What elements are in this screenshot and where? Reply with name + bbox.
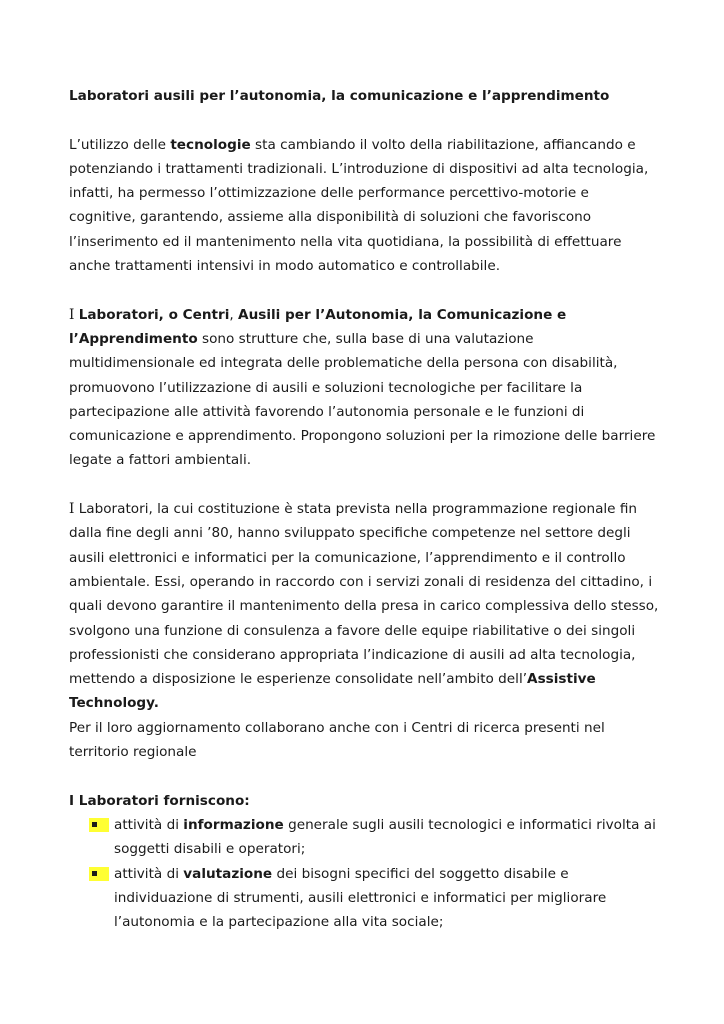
document-title: Laboratori ausili per l’autonomia, la comunicazione e l’apprendimento <box>69 88 610 104</box>
list-item <box>69 813 659 862</box>
bold-term: informazione <box>183 816 284 833</box>
separator-text: , <box>229 306 239 323</box>
paragraph-text: Laboratori, la cui costituzione è stata prevista nella programmazione regionale fin dalla fine degli anni ’80, hanno sviluppato specifiche competenze nel settore degli ausili elettronici e informatici per la comunicazione, l’apprendimento e il controllo ambientale. Essi, operando in raccordo con i servizi zonali di residenza del cittadino, i quali devono garantire il mantenimento della presa in carico complessiva dello stesso, svolgono una funzione di consulenza a favore delle equipe riabilitative o dei singoli professionisti che considerano appropriata l’indicazione di ausili ad alta tecnologia, mettendo a disposizione le esperienze consolidate nell’ambito dell’ <box>69 501 659 688</box>
paragraph-text: L’utilizzo delle <box>69 136 171 153</box>
document-page <box>69 84 659 934</box>
list-item-text: attività di <box>114 865 184 882</box>
bullet-list <box>69 813 659 934</box>
list-item <box>69 862 659 935</box>
paragraph-lead: I <box>69 306 79 323</box>
list-item-text: dei bisogni specifici del soggetto disabile e individuazione di strumenti, ausili elettronici e informatici per migliorare l’autonomia e la partecipazione alla vita sociale; <box>114 865 607 931</box>
paragraph-tecnologie <box>69 133 659 279</box>
bold-term: Assistive Technology. <box>69 671 596 712</box>
paragraph-laboratori-history <box>69 497 659 716</box>
paragraph-text: sta cambiando il volto della riabilitazione, affiancando e potenziando i trattamenti tradizionali. L’introduzione di dispositivi ad alta tecnologia, infatti, ha permesso l’ottimizzazione delle performance percettivo-motorie e cognitive, garantendo, assieme alla disponibilità di soluzioni che favoriscono l’inserimento ed il mantenimento nella vita quotidiana, la possibilità di effettuare anche trattamenti intensivi in modo automatico e controllabile. <box>69 136 649 275</box>
list-item-text: generale sugli ausili tecnologici e informatici rivolta ai soggetti disabili e operatori; <box>114 816 656 858</box>
paragraph-laboratori-definition <box>69 303 659 473</box>
paragraph-lead: I <box>69 501 75 518</box>
bold-term: Laboratori, o Centri <box>78 306 230 323</box>
paragraph-text: sono strutture che, sulla base di una valutazione multidimensionale ed integrata delle problematiche della persona con disabilità, promuovono l’utilizzazione di ausili e soluzioni tecnologiche per facilitare la partecipazione alle attività favorendo l’autonomia personale e le funzioni di comunicazione e apprendimento. Propongono soluzioni per la rimozione delle barriere legate a fattori ambientali. <box>69 330 656 469</box>
bold-term: Ausili per l’Autonomia, la Comunicazione e l’Apprendimento <box>69 306 567 347</box>
bold-term: valutazione <box>183 865 273 882</box>
list-item-text: attività di <box>114 816 184 833</box>
square-bullet-icon <box>89 867 109 881</box>
bold-term: tecnologie <box>170 136 251 153</box>
section-heading: I Laboratori forniscono: <box>69 792 250 809</box>
square-bullet-icon <box>89 818 109 832</box>
paragraph-aggiornamento: Per il loro aggiornamento collaborano anche con i Centri di ricerca presenti nel territorio regionale <box>69 719 605 761</box>
